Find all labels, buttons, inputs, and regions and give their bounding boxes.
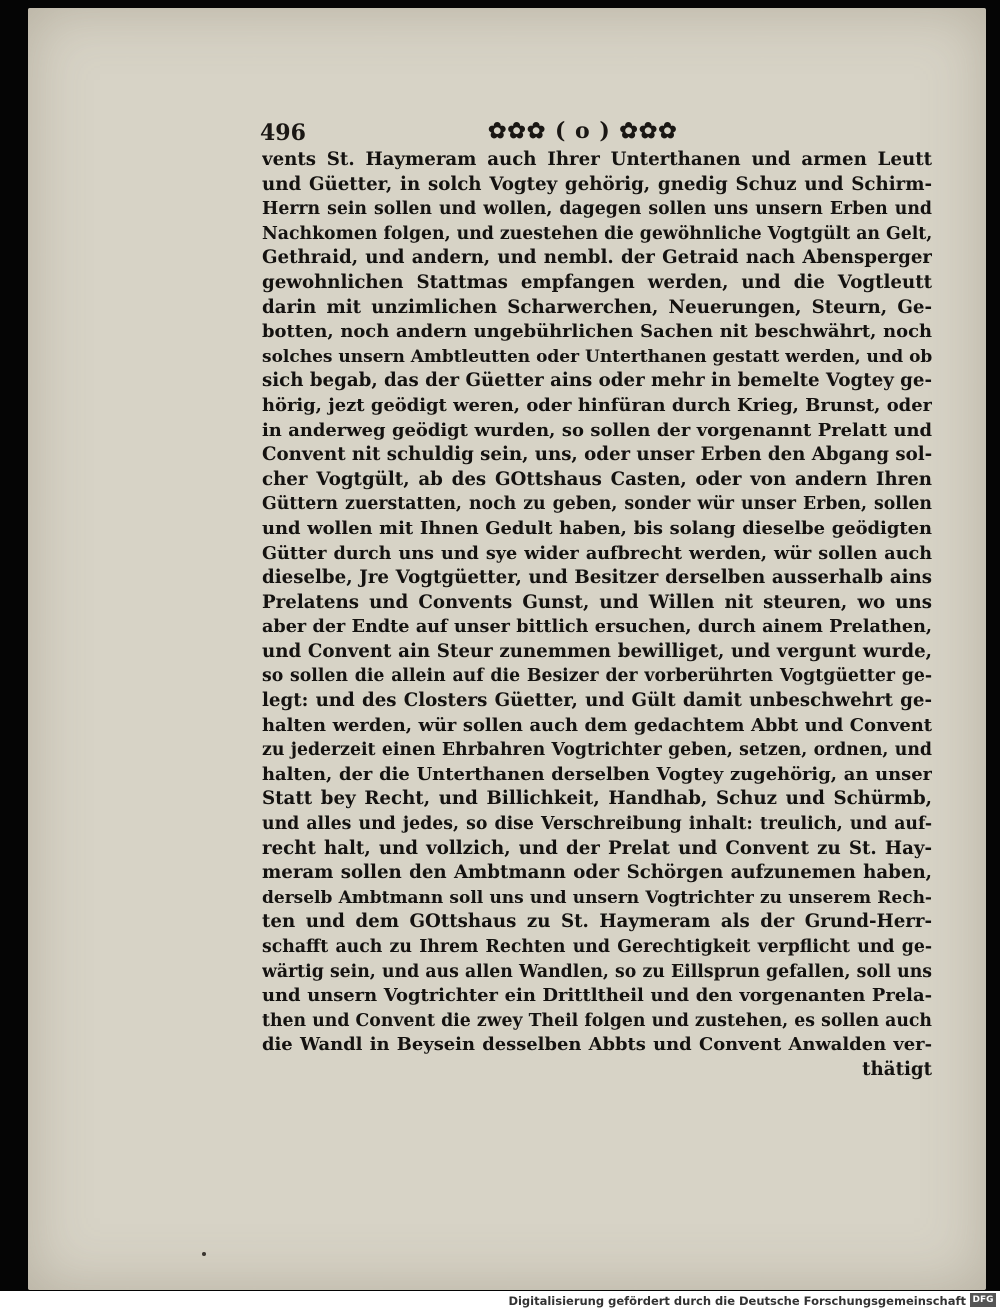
text-line: Gethraid, und andern, und nembl. der Getraid nach Abensperger bbox=[262, 247, 932, 269]
text-line: legt: und des Closters Güetter, und Gült damit unbeschwehrt ge- bbox=[262, 690, 932, 712]
text-line: Nachkomen folgen, und zuestehen die gewöhnliche Vogtgült an Gelt, bbox=[262, 223, 932, 244]
text-line: und Convent ain Steur zunemmen bewilliget, und vergunt wurde, bbox=[262, 640, 932, 662]
text-line: solches unsern Ambtleutten oder Unterthanen gestatt werden, und ob bbox=[262, 346, 932, 367]
text-line: so sollen die allein auf die Besizer der vorberührten Vogtgüetter ge- bbox=[262, 666, 932, 687]
text-line: cher Vogtgült, ab des GOttshaus Casten, oder von andern Ihren bbox=[262, 468, 932, 490]
text-line: und wollen mit Ihnen Gedult haben, bis solang dieselbe geödigten bbox=[262, 517, 932, 539]
text-line: Statt bey Recht, und Billichkeit, Handhab, Schuz und Schürmb, bbox=[262, 788, 932, 810]
dfg-logo-icon: DFG bbox=[970, 1293, 996, 1307]
body-text bbox=[262, 148, 932, 1083]
text-line: Prelatens und Convents Gunst, und Willen nit steuren, wo uns bbox=[262, 591, 932, 613]
text-line: meram sollen den Ambtmann oder Schörgen aufzunemen haben, bbox=[262, 862, 932, 884]
text-line: halten werden, wür sollen auch dem gedachtem Abbt und Convent bbox=[262, 714, 932, 736]
text-line: then und Convent die zwey Theil folgen und zustehen, es sollen auch bbox=[262, 1010, 932, 1031]
text-line: Convent nit schuldig sein, uns, oder unser Erben den Abgang sol- bbox=[262, 444, 932, 466]
text-line: dieselbe, Jre Vogtgüetter, und Besitzer derselben ausserhalb ains bbox=[262, 567, 932, 589]
text-line: in anderweg geödigt wurden, so sollen der vorgenannt Prelatt und bbox=[262, 419, 932, 441]
page-number: 496 bbox=[260, 120, 306, 146]
text-line: zu jederzeit einen Ehrbahren Vogtrichter geben, setzen, ordnen, und bbox=[262, 740, 932, 761]
text-line: derselb Ambtmann soll uns und unsern Vogtrichter zu unserem Rech- bbox=[262, 887, 932, 908]
text-line: aber der Endte auf unser bittlich ersuchen, durch ainem Prelathen, bbox=[262, 616, 932, 638]
text-line: hörig, jezt geödigt weren, oder hinfüran durch Krieg, Brunst, oder bbox=[262, 394, 932, 416]
text-line: darin mit unzimlichen Scharwerchen, Neuerungen, Steurn, Ge- bbox=[262, 296, 932, 318]
text-line: und alles und jedes, so dise Verschreibung inhalt: treulich, und auf- bbox=[262, 814, 932, 835]
footer-credit: Digitalisierung gefördert durch die Deutsche Forschungsgemeinschaft bbox=[508, 1294, 966, 1308]
text-line: thätigt bbox=[862, 1058, 932, 1080]
text-line: Herrn sein sollen und wollen, dagegen sollen uns unsern Erben und bbox=[262, 199, 932, 220]
header-ornament-icon: ✿✿✿ ( o ) ✿✿✿ bbox=[488, 118, 678, 144]
text-line: gewohnlichen Stattmas empfangen werden, und die Vogtleutt bbox=[262, 271, 932, 293]
text-line: Gütter durch uns und sye wider aufbrecht werden, wür sollen auch bbox=[262, 542, 932, 564]
text-line: Güttern zuerstatten, noch zu geben, sonder wür unser Erben, sollen bbox=[262, 494, 932, 515]
text-line: sich begab, das der Güetter ains oder mehr in bemelte Vogtey ge- bbox=[262, 370, 932, 392]
page-header bbox=[260, 120, 940, 150]
text-line: botten, noch andern ungebührlichen Sachen nit beschwährt, noch bbox=[262, 321, 932, 343]
text-line: und Güetter, in solch Vogtey gehörig, gnedig Schuz und Schirm- bbox=[262, 173, 932, 195]
text-line: die Wandl in Beysein desselben Abbts und Convent Anwalden ver- bbox=[262, 1034, 932, 1056]
text-line: und unsern Vogtrichter ein Drittltheil und den vorgenanten Prela- bbox=[262, 985, 932, 1007]
text-line: recht halt, und vollzich, und der Prelat und Convent zu St. Hay- bbox=[262, 837, 932, 859]
text-line: schafft auch zu Ihrem Rechten und Gerechtigkeit verpflicht und ge- bbox=[262, 937, 932, 957]
text-line: wärtig sein, und aus allen Wandlen, so zu Eillsprun gefallen, soll uns bbox=[262, 961, 932, 982]
text-line: ten und dem GOttshaus zu St. Haymeram als der Grund-Herr- bbox=[262, 911, 932, 933]
text-line: halten, der die Unterthanen derselben Vogtey zugehörig, an unser bbox=[262, 763, 932, 785]
text-line: vents St. Haymeram auch Ihrer Unterthanen und armen Leutt bbox=[262, 149, 932, 170]
ink-spot bbox=[202, 1252, 206, 1256]
